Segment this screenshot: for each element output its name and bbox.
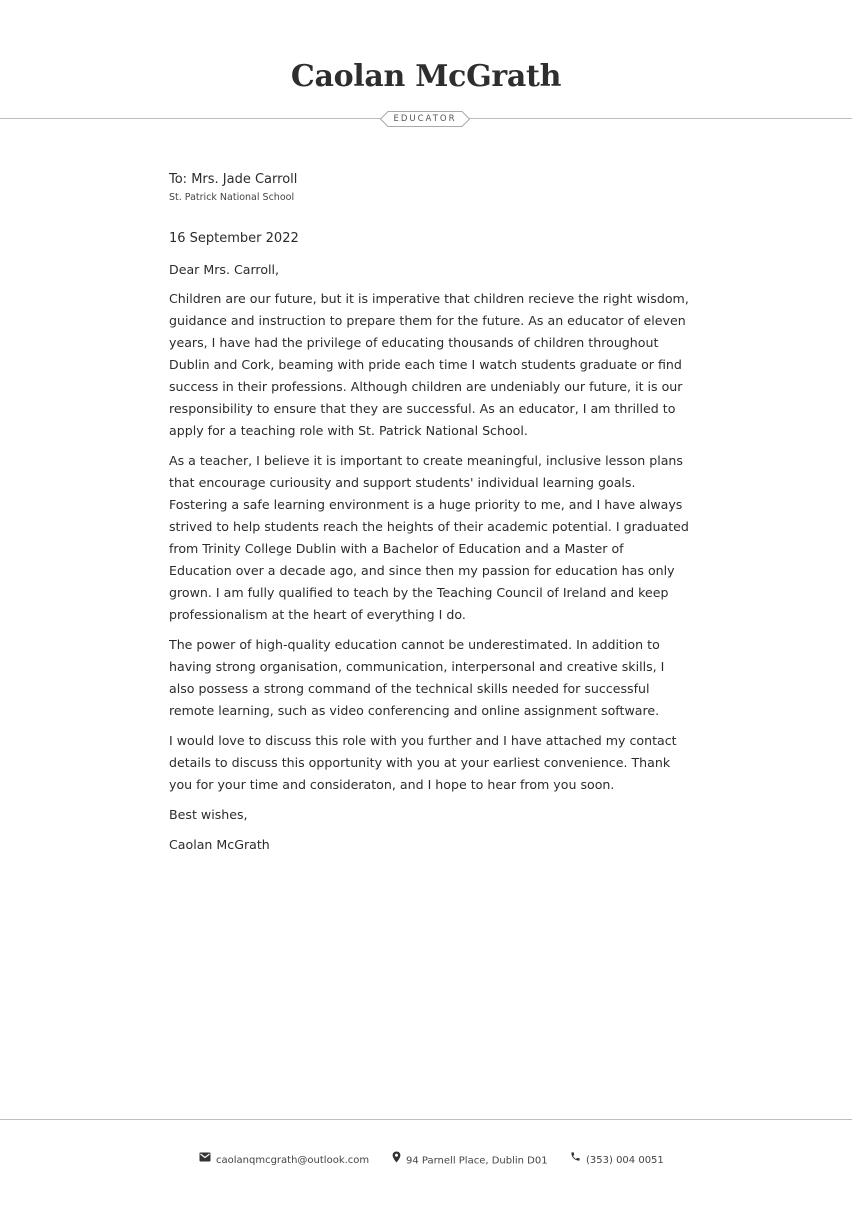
body-paragraph: Children are our future, but it is imperative that children recieve the right wisdom, guidance and instruction to prepare them for the future. As an educator of eleven years, I have had the privilege of educating thousands of children throughout Dublin and Cork, beaming with pride each time I watch students graduate or find success in their professions. Although children are undeniably our future, it is our responsibility to ensure that they are successful. As an educator, I am thrilled to apply for a teaching role with St. Patrick National School. xyxy=(169,291,689,438)
job-title-badge xyxy=(380,111,470,127)
contact-phone[interactable] xyxy=(570,1152,664,1170)
envelope-icon xyxy=(199,1151,211,1169)
greeting: Dear Mrs. Carroll, xyxy=(169,262,280,277)
contact-footer xyxy=(0,1152,852,1170)
body-paragraph: The power of high-quality education cannot be underestimated. In addition to having strong organisation, communication, interpersonal and creative skills, I also possess a strong command of the technical skills needed for successful remote learning, such as video conferencing and online assignment software. xyxy=(169,637,665,718)
recipient-school: St. Patrick National School xyxy=(169,192,295,203)
letter-date: 16 September 2022 xyxy=(169,231,299,246)
recipient-line: To: Mrs. Jade Carroll xyxy=(169,172,298,187)
phone-text: (353) 004 0051 xyxy=(586,1155,664,1166)
letter-body xyxy=(169,170,689,856)
body-paragraph: As a teacher, I believe it is important to create meaningful, inclusive lesson plans that encourage curiousity and support students' individual learning goals. Fostering a safe learning environment is a huge priority to me, and I have always strived to help students reach the heights of their academic potential. I graduated from Trinity College Dublin with a Bachelor of Education and a Master of Education over a decade ago, and since then my passion for education has only grown. I am fully qualified to teach by the Teaching Council of Ireland and keep professionalism at the heart of everything I do. xyxy=(169,453,689,622)
job-title: EDUCATOR xyxy=(393,114,457,124)
body-paragraph: I would love to discuss this role with you further and I have attached my contact details to discuss this opportunity with you at your earliest convenience. Thank you for your time and consideraton, and I hope to hear from you soon. xyxy=(169,733,677,792)
signature: Caolan McGrath xyxy=(169,837,270,852)
location-pin-icon xyxy=(392,1151,401,1170)
contact-address xyxy=(392,1152,548,1170)
closing: Best wishes, xyxy=(169,807,248,822)
footer-divider xyxy=(0,1119,852,1120)
address-text: 94 Parnell Place, Dublin D01 xyxy=(406,1155,548,1167)
applicant-name: Caolan McGrath xyxy=(290,59,562,94)
email-text: caolanqmcgrath@outlook.com xyxy=(216,1155,370,1166)
phone-icon xyxy=(570,1151,581,1169)
contact-email[interactable] xyxy=(199,1152,369,1170)
